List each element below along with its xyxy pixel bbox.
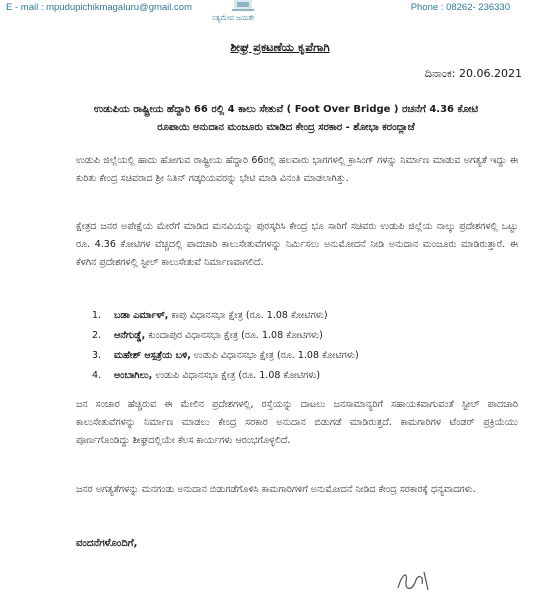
list-item-number: 4. — [92, 370, 102, 381]
list-item-number: 1. — [92, 310, 102, 321]
document-heading: ಶೀಘ್ರ ಪ್ರಕಟಣೆಯ ಕೃಪೆಗಾಗಿ — [230, 40, 330, 54]
list-item-number: 2. — [92, 330, 102, 341]
list-item — [92, 366, 359, 386]
subject-line — [62, 101, 510, 137]
list-item — [92, 326, 359, 346]
list-item-detail: ಉಡುಪಿ ವಿಧಾನಸಭಾ ಕ್ಷೇತ್ರ (ರೂ. 1.08 ಕೋಟಿಗಳು) — [152, 370, 321, 381]
list-item-place: ಆನೆಗುಡ್ಡೆ, — [114, 330, 146, 341]
document-date: ದಿನಾಂಕ: 20.06.2021 — [424, 67, 522, 80]
letterhead — [0, 0, 560, 30]
signature-mark — [394, 566, 434, 596]
list-item-place: ಬಡಾ ಎರ್ಮಾಳ್, — [114, 310, 169, 321]
subject-line-2: ರೂಪಾಯಿ ಅನುದಾನ ಮಂಜೂರು ಮಾಡಿದ ಕೇಂದ್ರ ಸರಕಾರ - ಶೋಭಾ ಕರಂದ್ಲಾಜೆ — [157, 122, 415, 133]
body-paragraph-3: ಜನ ಸಂಚಾರ ಹೆಚ್ಚಿರುವ ಈ ಮೇಲಿನ ಪ್ರದೇಶಗಳಲ್ಲಿ, ರಸ್ತೆಯನ್ನು ದಾಟಲು ಜನಸಾಮಾನ್ಯರಿಗೆ ಸಹಾಯಕವಾಗುವಂತೆ ಸ್ಟೀಲ್ ಪಾದಚಾರಿ ಕಾಲುಸೇತುವೆಗಳನ್ನು ನಿರ್ಮಾಣ ಮಾಡಲು ಕೇಂದ್ರ ಸರಕಾರ ಅನುದಾನ ಬಿಡುಗಡೆ ಮಾಡಿರುತ್ತದೆ. ಕಾಮಗಾರಿಗಳ ಟೆಂಡರ್ ಪ್ರಕ್ರಿಯೆಯು ಪೂರ್ಣಗೊಂಡಿದ್ದು ಶೀಘ್ರದಲ್ಲಿಯೇ ಕೆಲಸ ಕಾರ್ಯಗಳು ಆರಂಭಗೊಳ್ಳಲಿದೆ. — [76, 399, 518, 446]
letterhead-email: E - mail : mpudupichikmagaluru@gmail.com — [6, 2, 192, 13]
body-paragraph-2: ಕ್ಷೇತ್ರದ ಜನರ ಅಪೇಕ್ಷೆಯ ಮೇರೆಗೆ ಮಾಡಿದ ಮನವಿಯನ್ನು ಪುರಸ್ಕರಿಸಿ ಕೇಂದ್ರ ಭೂ ಸಾರಿಗೆ ಸಚಿವರು ಉಡುಪಿ ಜಿಲ್ಲೆಯ ನಾಲ್ಕು ಪ್ರದೇಶಗಳಲ್ಲಿ ಒಟ್ಟು ರೂ. 4.36 ಕೋಟಿಗಳ ವೆಚ್ಚದಲ್ಲಿ ಪಾದಚಾರಿ ಕಾಲುಸೇತುವೆಗಳನ್ನು ನಿರ್ಮಿಸಲು ಅನುಮೋದನೆ ನೀಡಿ ಅನುದಾನ ಮಂಜೂರು ಮಾಡಿರುತ್ತಾರೆ. ಈ ಕೆಳಗಿನ ಪ್ರದೇಶಗಳಲ್ಲಿ ಸ್ಟೀಲ್ ಕಾಲುಸೇತುವೆ ನಿರ್ಮಾಣವಾಗಲಿದೆ. — [76, 221, 518, 268]
list-item-place: ಮಹೇಶ್ ಆಸ್ಪತ್ರೆಯ ಬಳಿ, — [114, 350, 191, 361]
letterhead-motto: ಸತ್ಯಮೇವ ಜಯತೇ — [212, 14, 255, 22]
letterhead-phone: Phone : 08262- 236330 — [410, 2, 510, 13]
subject-line-1: ಉಡುಪಿಯ ರಾಷ್ಟ್ರೀಯ ಹೆದ್ದಾರಿ 66 ರಲ್ಲಿ 4 ಕಾಲು ಸೇತುವೆ ( Foot Over Bridge ) ರಚನೆಗೆ 4.36 ಕೋಟಿ — [93, 104, 479, 115]
body-paragraph-1: ಉಡುಪಿ ಜಿಲ್ಲೆಯಲ್ಲಿ ಹಾದು ಹೋಗುವ ರಾಷ್ಟ್ರೀಯ ಹೆದ್ದಾರಿ 66ರಲ್ಲಿ ಹಲವಾರು ಭಾಗಗಳಲ್ಲಿ ಕ್ರಾಸಿಂಗ್ ಗಳನ್ನು ನಿರ್ಮಾಣ ಮಾಡುವ ಅಗತ್ಯತೆ ಇದ್ದು ಈ ಕುರಿತು ಕೇಂದ್ರ ಸಚಿವರಾದ ಶ್ರೀ ನಿತಿನ್ ಗಡ್ಕರಿಯವರನ್ನು ಭೇಟಿ ಮಾಡಿ ವಿನಂತಿ ಮಾಡಲಾಗಿತ್ತು. — [76, 155, 518, 184]
list-item — [92, 346, 359, 366]
list-item-number: 3. — [92, 350, 102, 361]
list-item-place: ಅಂಬಾಗಿಲು, — [114, 370, 153, 381]
list-item-detail: ಉಡುಪಿ ವಿಧಾನಸಭಾ ಕ್ಷೇತ್ರ (ರೂ. 1.08 ಕೋಟಿಗಳು) — [190, 350, 359, 361]
list-item-detail: ಕಾಪು ವಿಧಾನಸಭಾ ಕ್ಷೇತ್ರ (ರೂ. 1.08 ಕೋಟಿಗಳು) — [168, 310, 328, 321]
body-paragraph-4: ಜನರ ಅಗತ್ಯತೆಗಳನ್ನು ಮನಗಂಡು ಅನುದಾನ ಬಿಡುಗಡೆಗೊಳಿಸಿ ಕಾಮಗಾರಿಗಳಿಗೆ ಅನುಮೋದನೆ ನೀಡಿದ ಕೇಂದ್ರ ಸರಕಾರಕ್ಕೆ ಧನ್ಯವಾದಗಳು. — [76, 484, 476, 495]
list-item-detail: ಕುಂದಾಪುರ ವಿಧಾನಸಭಾ ಕ್ಷೇತ್ರ (ರೂ. 1.08 ಕೋಟಿಗಳು) — [145, 330, 323, 341]
closing-greeting: ವಂದನೆಗಳೊಂದಿಗೆ, — [76, 538, 138, 549]
locations-list — [92, 306, 359, 386]
list-item — [92, 306, 359, 326]
